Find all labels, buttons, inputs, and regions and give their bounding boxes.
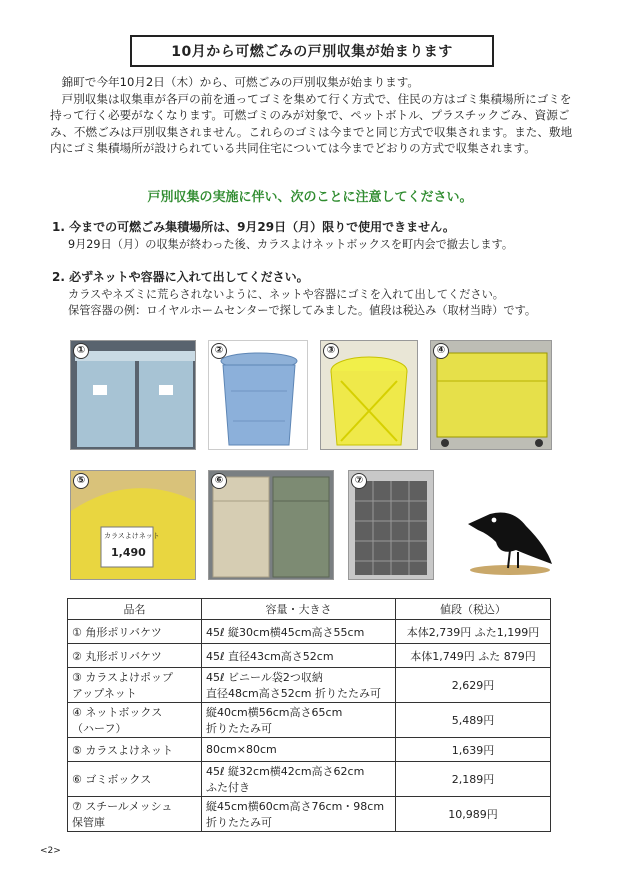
- row-price: 1,639円: [396, 738, 551, 762]
- row-size-line: 45ℓ 縦30cm横45cm高さ55cm: [206, 625, 365, 639]
- row-name-line: ① 角形ポリバケツ: [72, 625, 162, 639]
- row-name-line: 保管庫: [72, 816, 105, 829]
- row-name: [68, 668, 202, 703]
- row-size-line: 縦40cm横56cm高さ65cm: [206, 706, 343, 719]
- row-name-line: ② 丸形ポリバケツ: [72, 649, 162, 663]
- row-size-line: 45ℓ 直径43cm高さ52cm: [206, 649, 334, 663]
- table-row: [68, 762, 551, 797]
- row-price: 2,629円: [396, 668, 551, 703]
- row-size-line: 直径48cm高さ52cm 折りたたみ可: [206, 687, 382, 700]
- row-name-line: ⑦ スチールメッシュ: [72, 800, 173, 813]
- header-price: 値段（税込）: [396, 599, 551, 620]
- item-2-body-line1: カラスやネズミに荒らされないように、ネットや容器にゴミを入れて出してください。: [68, 288, 504, 301]
- photo-number: ②: [211, 343, 227, 359]
- table-row: [68, 797, 551, 832]
- photo-steel-mesh: [348, 470, 434, 580]
- crow-icon: [460, 500, 560, 576]
- row-size: [202, 762, 396, 797]
- row-price: 本体1,749円 ふた 879円: [396, 644, 551, 668]
- intro-text: [50, 74, 580, 157]
- row-name-line: （ハーフ）: [72, 722, 127, 735]
- table-row: [68, 703, 551, 738]
- row-size: [202, 797, 396, 832]
- row-name-line: ⑤ カラスよけネット: [72, 743, 174, 757]
- net-tag-price: 1,490: [111, 546, 146, 559]
- row-size: [202, 644, 396, 668]
- row-size: [202, 703, 396, 738]
- row-name: [68, 703, 202, 738]
- row-name: [68, 762, 202, 797]
- row-size-line: ふた付き: [206, 781, 250, 794]
- photo-number: ⑤: [73, 473, 89, 489]
- page-number: <2>: [40, 846, 61, 856]
- table-row: [68, 738, 551, 762]
- photo-net-box: [430, 340, 552, 450]
- row-name-line: ③ カラスよけポップ: [72, 671, 174, 684]
- net-tag-label: カラスよけネット: [104, 532, 160, 540]
- table-row: [68, 644, 551, 668]
- garbage-box-image: [209, 471, 333, 579]
- row-name-line: ④ ネットボックス: [72, 706, 163, 719]
- photo-number: ⑥: [211, 473, 227, 489]
- notice-heading: 戸別収集の実施に伴い、次のことに注意してください。: [147, 190, 473, 205]
- item-2-heading: 2. 必ずネットや容器に入れて出してください。: [52, 270, 309, 284]
- net-box-image: [431, 341, 551, 449]
- row-size-line: 80cm×80cm: [206, 743, 277, 756]
- row-size-line: 折りたたみ可: [206, 722, 272, 735]
- row-price: 2,189円: [396, 762, 551, 797]
- square-bucket-image: [71, 341, 195, 449]
- header-size: 容量・大きさ: [202, 599, 396, 620]
- photo-square-bucket: [70, 340, 196, 450]
- row-size-line: 45ℓ ビニール袋2つ収納: [206, 671, 323, 684]
- photo-number: ④: [433, 343, 449, 359]
- page-title: 10月から可燃ごみの戸別収集が始まります: [130, 35, 494, 67]
- photo-round-bucket: [208, 340, 308, 450]
- intro-paragraph: 戸別収集は収集車が各戸の前を通ってゴミを集めて行く方式で、住民の方はゴミ集積場所にゴミを持って行く必要がなくなります。可燃ゴミのみが対象で、ペットボトル、プラスチックごみ、資源ごみ、不燃ごみは戸別収集されません。これらのゴミは今までと同じ方式で収集されます。また、敷地内にゴミ集積場所が設けられている共同住宅については今までどおりの方式で収集されます。: [50, 91, 573, 155]
- row-price: 本体2,739円 ふた1,199円: [396, 620, 551, 644]
- item-2-body-line2: 保管容器の例：ロイヤルホームセンターで探してみました。値段は税込み（取材当時）です。: [68, 304, 537, 317]
- row-name: [68, 620, 202, 644]
- row-name: [68, 738, 202, 762]
- item-1-body: 9月29日（月）の収集が終わった後、カラスよけネットボックスを町内会で撤去します。: [68, 238, 514, 251]
- row-name: [68, 644, 202, 668]
- photo-number: ①: [73, 343, 89, 359]
- row-size: [202, 668, 396, 703]
- table-header-row: [68, 599, 551, 620]
- row-name: [68, 797, 202, 832]
- intro-paragraph: 錦町で今年10月2日（木）から、可燃ごみの戸別収集が始まります。: [61, 75, 420, 89]
- item-1-heading: 1. 今までの可燃ごみ集積場所は、9月29日（月）限りで使用できません。: [52, 220, 455, 234]
- row-size: [202, 620, 396, 644]
- spec-table: [67, 598, 551, 832]
- row-price: 10,989円: [396, 797, 551, 832]
- row-name-line: ⑥ ゴミボックス: [72, 773, 152, 786]
- row-size-line: 折りたたみ可: [206, 816, 272, 829]
- header-item: 品名: [68, 599, 202, 620]
- row-size: [202, 738, 396, 762]
- row-size-line: 45ℓ 縦32cm横42cm高さ62cm: [206, 765, 365, 778]
- table-row: [68, 620, 551, 644]
- photo-number: ③: [323, 343, 339, 359]
- photo-number: ⑦: [351, 473, 367, 489]
- photo-popup-net: [320, 340, 418, 450]
- table-row: [68, 668, 551, 703]
- photo-garbage-box: [208, 470, 334, 580]
- row-size-line: 縦45cm横60cm高さ76cm・98cm: [206, 800, 385, 813]
- row-price: 5,489円: [396, 703, 551, 738]
- photo-crow-net: [70, 470, 196, 580]
- crow-net-image: [71, 471, 195, 579]
- row-name-line: アップネット: [72, 687, 137, 700]
